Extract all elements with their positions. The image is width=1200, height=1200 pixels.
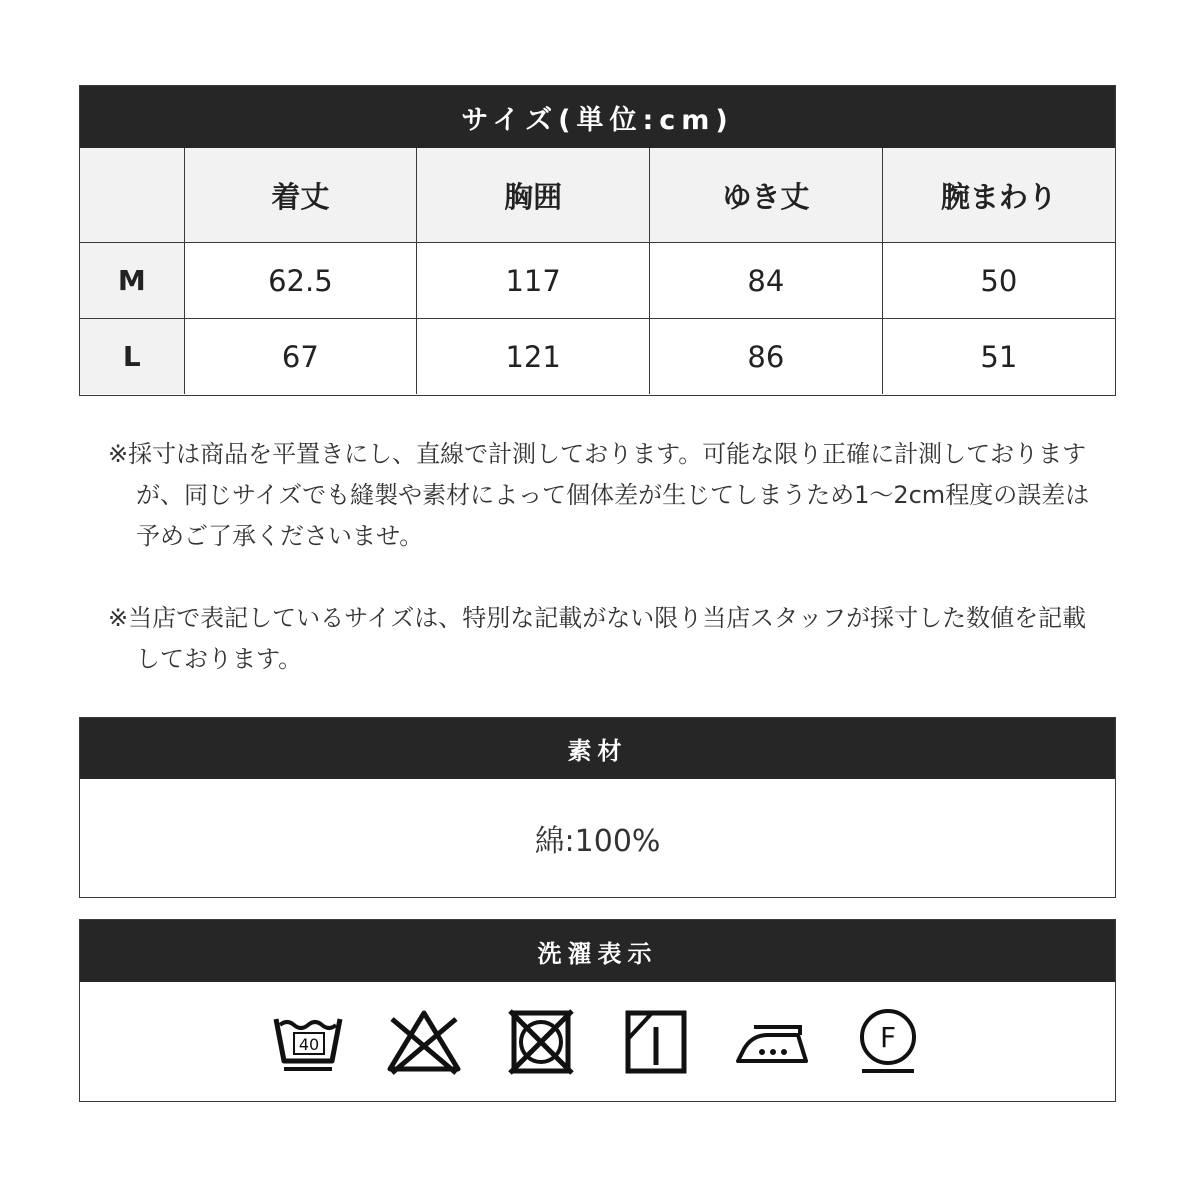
wash-40-icon [270, 1009, 346, 1075]
material-value: 綿:100% [534, 824, 661, 859]
table-row [80, 243, 1115, 319]
table-cell: 121 [417, 319, 650, 395]
measurement-notes [108, 434, 1108, 721]
material-section [79, 717, 1116, 898]
column-header-chest: 胸囲 [417, 148, 650, 243]
iron-high-icon [734, 1009, 810, 1075]
column-header-arm: 腕まわり [882, 148, 1115, 243]
table-cell: 86 [650, 319, 883, 395]
table-cell: 62.5 [184, 243, 417, 319]
size-table [80, 148, 1115, 394]
size-table-corner-cell [80, 148, 184, 243]
note-text: ※採寸は商品を平置きにし、直線で計測しております。可能な限り正確に計測しておりますが、同じサイズでも縫製や素材によって個体差が生じてしまうため1〜2cm程度の誤差は予めご了承くださいませ。 [108, 440, 1090, 550]
column-header-length: 着丈 [184, 148, 417, 243]
table-cell: 51 [882, 319, 1115, 395]
dry-clean-f-icon [850, 1009, 926, 1075]
size-table-section [79, 85, 1116, 396]
size-table-header-row [80, 148, 1115, 243]
table-row [80, 319, 1115, 395]
note-text: ※当店で表記しているサイズは、特別な記載がない限り当店スタッフが採寸した数値を記載しております。 [108, 604, 1087, 673]
care-section [79, 919, 1116, 1102]
column-header-sleeve: ゆき丈 [650, 148, 883, 243]
care-title: 洗濯表示 [80, 920, 1115, 982]
row-header-size: L [80, 319, 184, 395]
care-icons-row [80, 982, 1115, 1101]
no-bleach-icon [386, 1009, 462, 1075]
size-table-title: サイズ(単位:cm) [80, 86, 1115, 148]
line-dry-shade-icon [618, 1009, 694, 1075]
row-header-size: M [80, 243, 184, 319]
table-cell: 84 [650, 243, 883, 319]
dry-clean-letter: F [879, 1020, 896, 1054]
no-tumble-dry-icon [502, 1009, 578, 1075]
table-cell: 67 [184, 319, 417, 395]
wash-temperature: 40 [298, 1034, 319, 1054]
table-cell: 50 [882, 243, 1115, 319]
table-cell: 117 [417, 243, 650, 319]
material-title: 素材 [80, 718, 1115, 779]
